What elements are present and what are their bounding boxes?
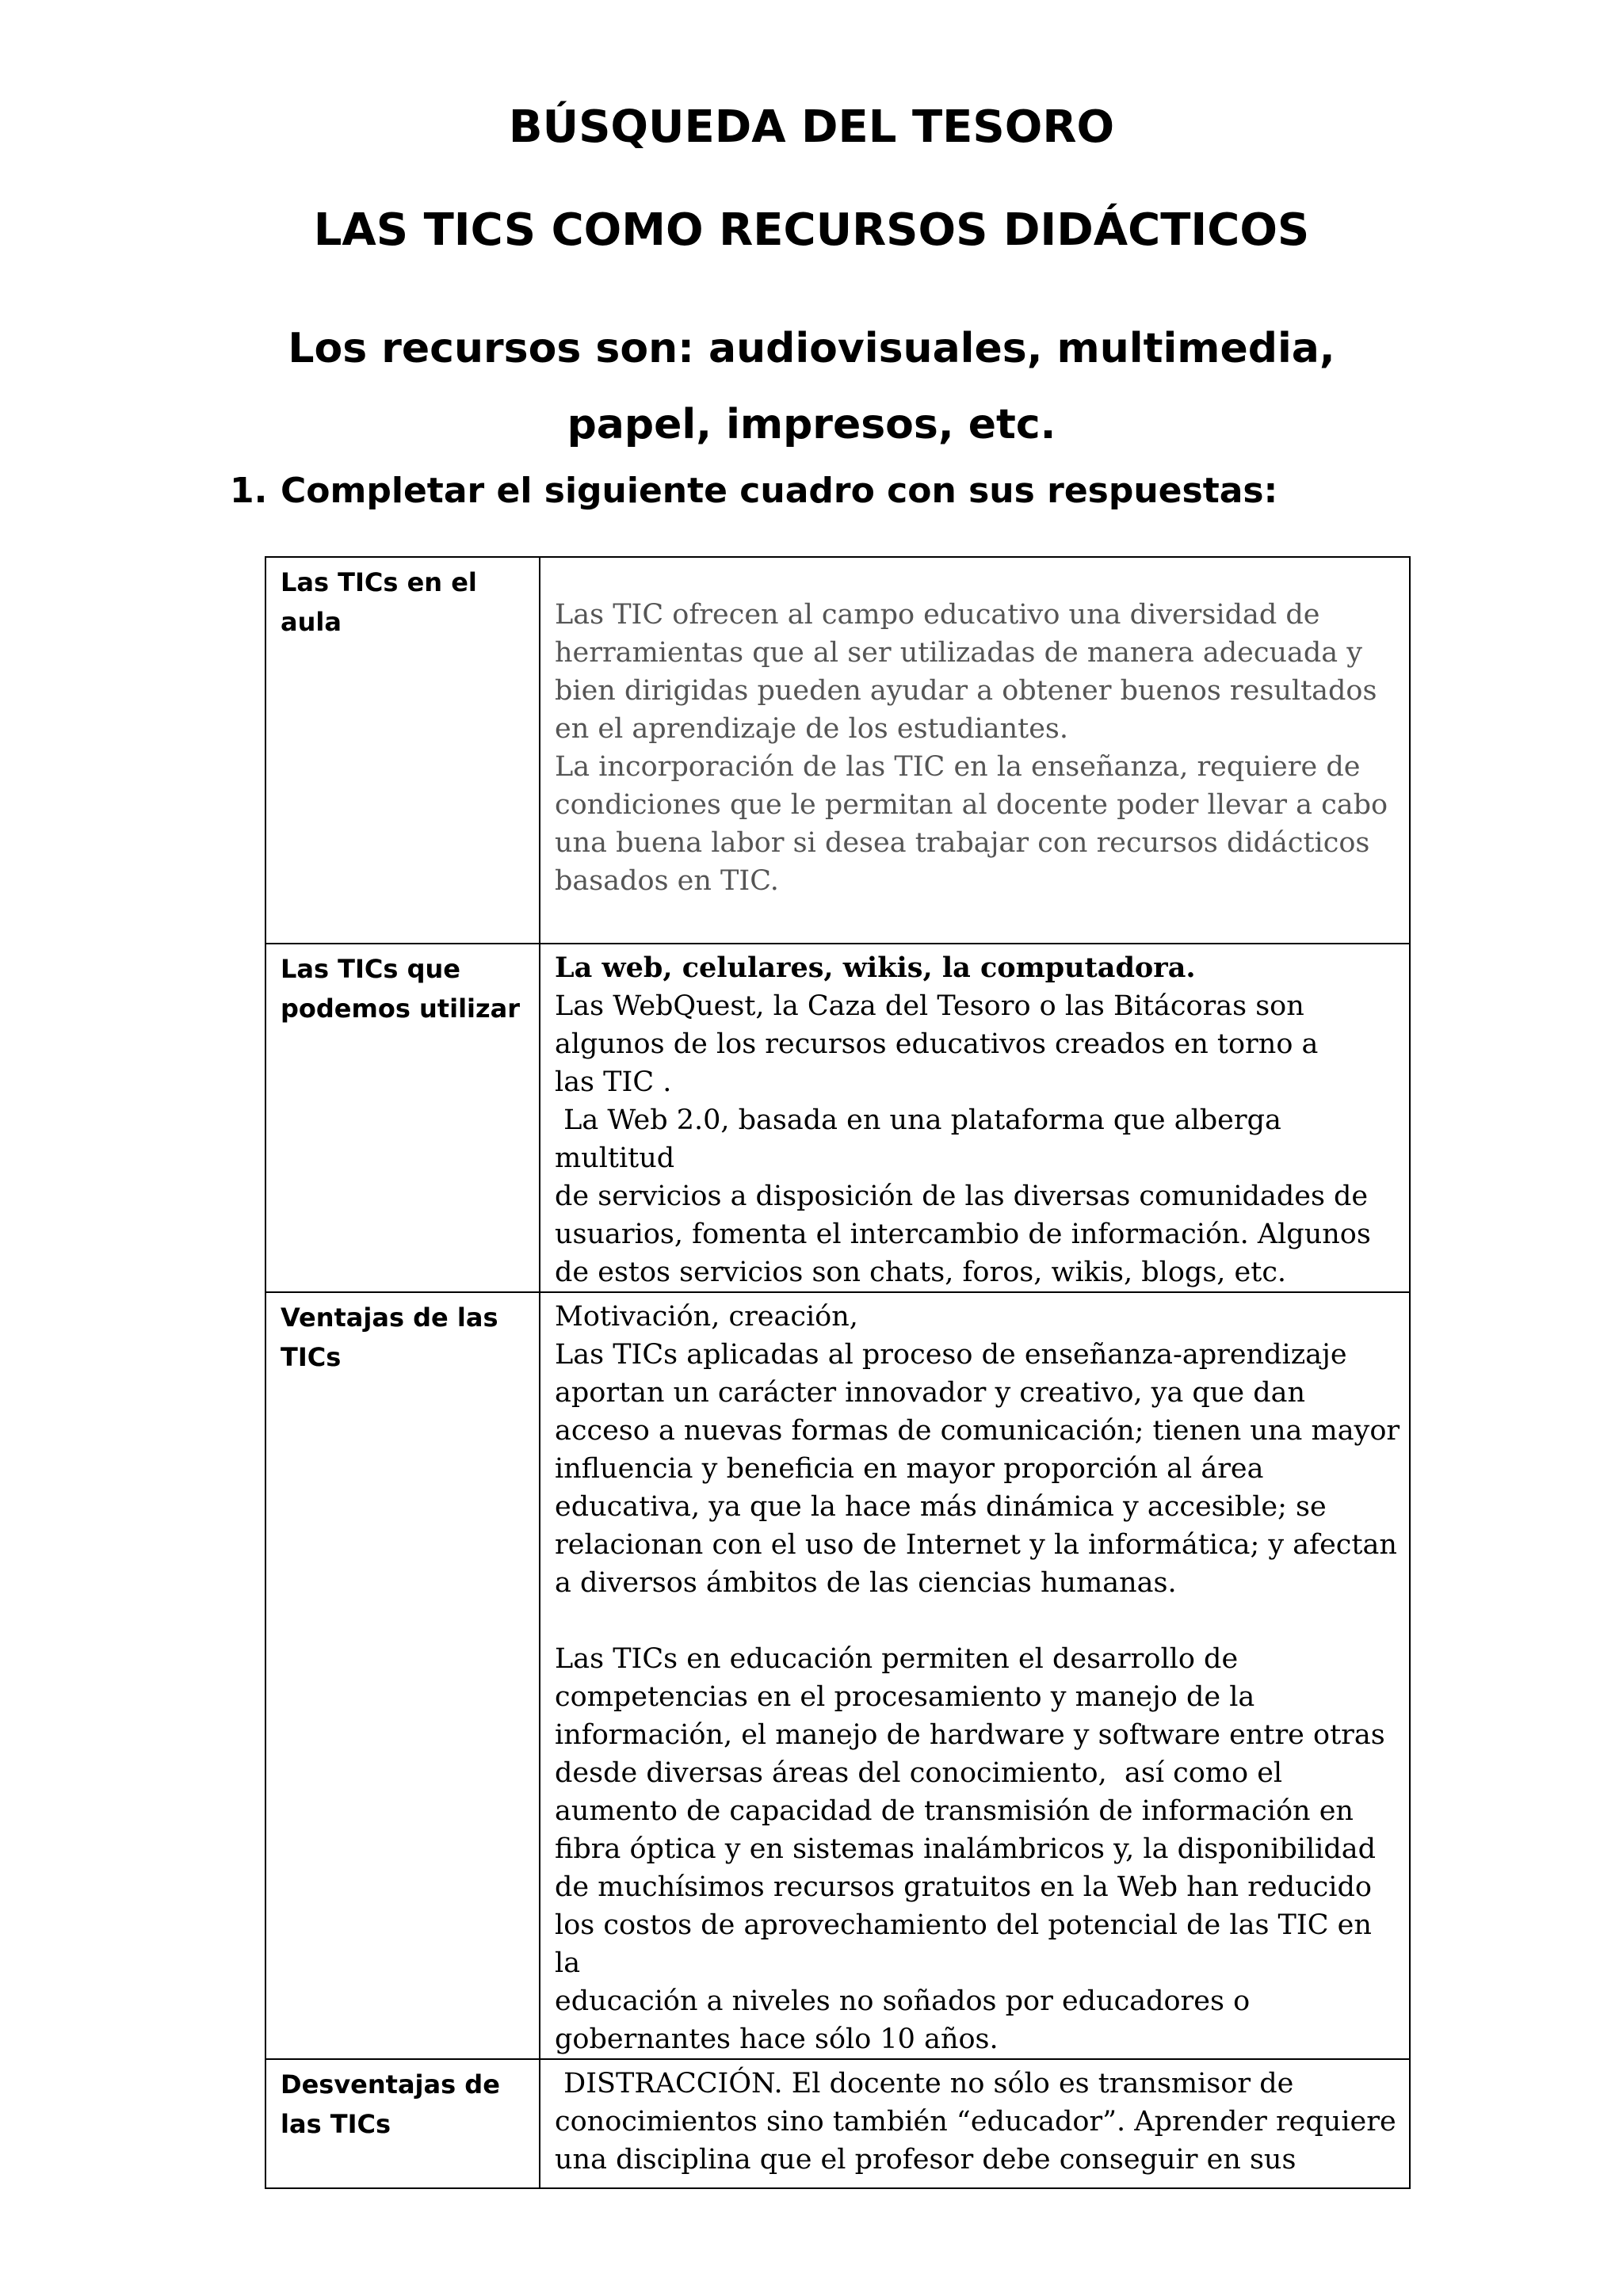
text-line-bold: La web, celulares, wikis, la computadora. xyxy=(555,952,1196,984)
text-line: usuarios, fomenta el intercambio de información. Algunos xyxy=(555,1219,1371,1250)
text-line: algunos de los recursos educativos creados en torno a xyxy=(555,1028,1319,1060)
text-line: una buena labor si desea trabajar con recursos didácticos xyxy=(555,827,1370,859)
text-line: La incorporación de las TIC en la enseñanza, requiere de xyxy=(555,751,1361,783)
text-line: competencias en el procesamiento y manejo de la xyxy=(555,1681,1255,1713)
text-line: los costos de aprovechamiento del potencial de las TIC en la xyxy=(555,1909,1381,1979)
text-line: Motivación, creación, xyxy=(555,1301,858,1333)
text-line: bien dirigidas pueden ayudar a obtener buenos resultados xyxy=(555,675,1377,707)
text-line: aumento de capacidad de transmisión de información en xyxy=(555,1795,1354,1827)
text-line: información, el manejo de hardware y software entre otras xyxy=(555,1719,1385,1751)
document-subtitle: LAS TICS COMO RECURSOS DIDÁCTICOS xyxy=(313,204,1310,256)
text-line: las TIC . xyxy=(555,1066,672,1098)
document-title: BÚSQUEDA DEL TESORO xyxy=(508,101,1115,153)
row-label: Las TICs que podemos utilizar xyxy=(265,944,540,1292)
text-line: fibra óptica y en sistemas inalámbricos y, la disponibilidad xyxy=(555,1833,1377,1865)
row-content xyxy=(540,2059,1410,2188)
answers-table xyxy=(265,556,1411,2189)
table-row xyxy=(265,1292,1410,2059)
text-line: condiciones que le permitan al docente poder llevar a cabo xyxy=(555,789,1388,821)
question-heading xyxy=(230,471,1277,511)
text-line: Las TIC ofrecen al campo educativo una diversidad de xyxy=(555,599,1320,631)
text-line: a diversos ámbitos de las ciencias humanas. xyxy=(555,1567,1177,1599)
row-content xyxy=(540,1292,1410,2059)
resources-line: Los recursos son: audiovisuales, multimedia, papel, impresos, etc. xyxy=(288,325,1335,448)
table-row xyxy=(265,944,1410,1292)
text-line: Las TICs en educación permiten el desarrollo de xyxy=(555,1643,1239,1675)
question-number: 1. xyxy=(230,471,268,511)
row-content xyxy=(540,944,1410,1292)
text-line: basados en TIC. xyxy=(555,865,779,897)
text-line: educación a niveles no soñados por educadores o xyxy=(555,1985,1251,2017)
text-line: herramientas que al ser utilizadas de manera adecuada y xyxy=(555,637,1363,669)
text-line: DISTRACCIÓN. El docente no sólo es transmisor de xyxy=(555,2068,1294,2100)
table-row xyxy=(265,557,1410,944)
row-label: Ventajas de las TICs xyxy=(265,1292,540,2059)
text-line: una disciplina que el profesor debe conseguir en sus xyxy=(555,2144,1296,2176)
row-label: Desventajas de las TICs xyxy=(265,2059,540,2188)
text-line: relacionan con el uso de Internet y la informática; y afectan xyxy=(555,1529,1397,1561)
text-line: aportan un carácter innovador y creativo, ya que dan xyxy=(555,1377,1306,1409)
row-label: Las TICs en el aula xyxy=(265,557,540,944)
text-line: desde diversas áreas del conocimiento, así como el xyxy=(555,1757,1283,1789)
text-line: La Web 2.0, basada en una plataforma que alberga multitud xyxy=(555,1104,1291,1174)
text-line: de muchísimos recursos gratuitos en la Web han reducido xyxy=(555,1871,1372,1903)
text-line: en el aprendizaje de los estudiantes. xyxy=(555,713,1069,745)
text-line: de servicios a disposición de las diversas comunidades de xyxy=(555,1180,1369,1212)
text-line: Las WebQuest, la Caza del Tesoro o las Bitácoras son xyxy=(555,990,1304,1022)
row-content xyxy=(540,557,1410,944)
text-line: Las TICs aplicadas al proceso de enseñanza-aprendizaje xyxy=(555,1339,1347,1371)
question-text: Completar el siguiente cuadro con sus respuestas: xyxy=(281,471,1278,511)
text-line: acceso a nuevas formas de comunicación; tienen una mayor xyxy=(555,1415,1400,1447)
text-line: influencia y beneficia en mayor proporción al área xyxy=(555,1453,1264,1485)
text-line: de estos servicios son chats, foros, wikis, blogs, etc. xyxy=(555,1257,1287,1288)
text-line: gobernantes hace sólo 10 años. xyxy=(555,2023,999,2055)
text-line: educativa, ya que la hace más dinámica y accesible; se xyxy=(555,1491,1327,1523)
table-row xyxy=(265,2059,1410,2188)
text-line: conocimientos sino también “educador”. Aprender requiere xyxy=(555,2106,1396,2138)
